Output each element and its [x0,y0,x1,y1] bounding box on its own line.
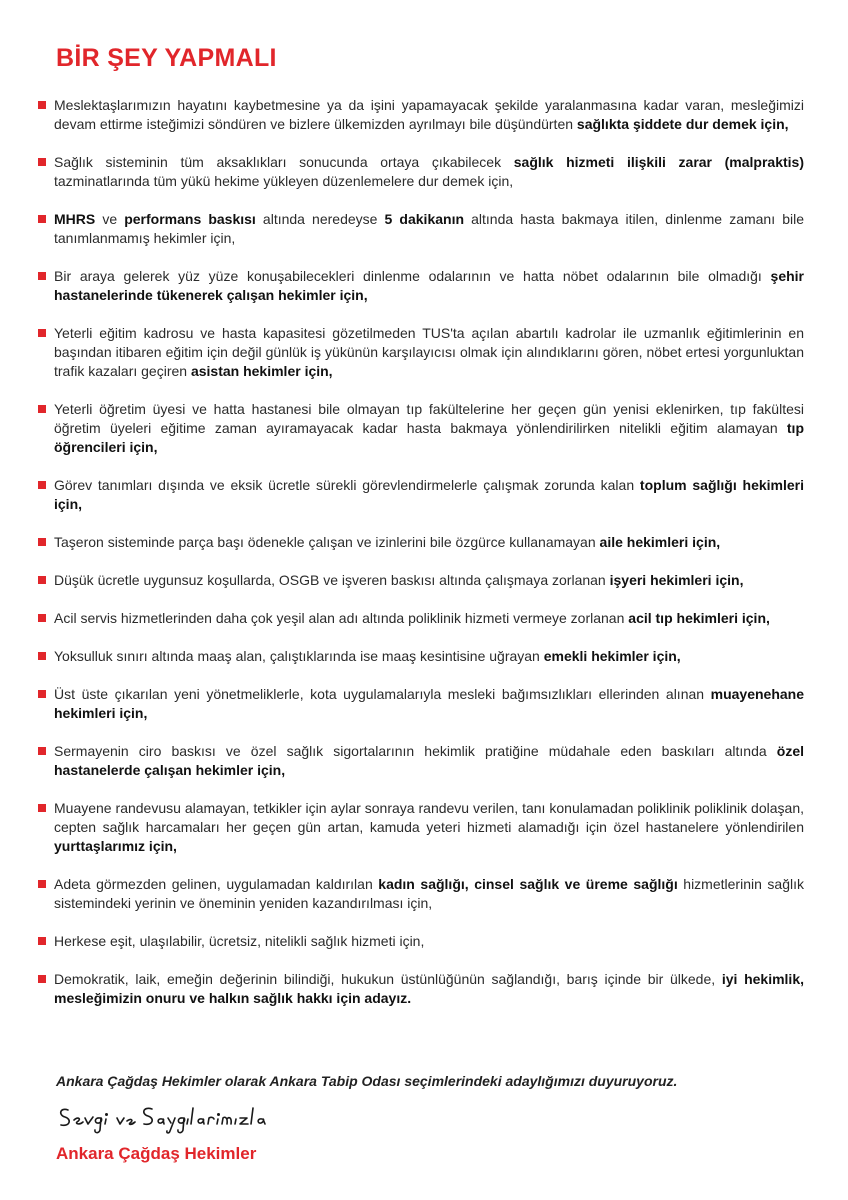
list-item [38,685,804,723]
emphasized-text: aile hekimleri için, [599,534,721,550]
list-item-text [54,685,804,723]
list-item-text [54,324,804,381]
list-item-text [54,932,804,951]
body-text: Sermayenin ciro baskısı ve özel sağlık sigortalarının hekimlik pratiğine müdahale eden baskıları altında [54,743,777,759]
list-item [38,153,804,191]
list-item [38,400,804,457]
emphasized-text: muayenehane hekimleri için, [54,686,804,721]
body-text: altında hasta bakmaya itilen, dinlenme zamanı bile tanımlanmamış hekimler için, [54,211,804,246]
body-text: Yeterli eğitim kadrosu ve hasta kapasitesi gözetilmeden TUS'ta açılan abartılı kadrolar ile uzmanlık eğitimlerinin en başından itibaren eğitim için değil günlük iş yükünün karşılayıcısı olmak için alındıklarını gören, nöbet ertesi yorgunluktan trafik kazaları geçiren [54,325,804,379]
closing-statement: Ankara Çağdaş Hekimler olarak Ankara Tabip Odası seçimlerindeki adaylığımızı duyuruyoruz. [56,1073,678,1089]
bullet-square-icon [38,272,46,280]
emphasized-text: MHRS [54,211,96,227]
list-item [38,609,804,628]
list-item-text [54,267,804,305]
emphasized-text: performans baskısı [124,211,256,227]
bullet-square-icon [38,937,46,945]
list-item [38,571,804,590]
emphasized-text: tıp öğrencileri için, [54,420,804,455]
bullet-square-icon [38,880,46,888]
list-item-text [54,875,804,913]
list-item [38,476,804,514]
list-item-text [54,476,804,514]
demands-list [38,96,804,1027]
body-text: Görev tanımları dışında ve eksik ücretle sürekli görevlendirmelerle çalışmak zorunda kalan [54,477,640,493]
page-title: BİR ŞEY YAPMALI [56,44,277,72]
list-item-text [54,970,804,1008]
bullet-square-icon [38,158,46,166]
list-item-text [54,571,804,590]
body-text: Acil servis hizmetlerinden daha çok yeşil alan adı altında poliklinik hizmeti vermeye zorlanan [54,610,629,626]
list-item-text [54,400,804,457]
bullet-square-icon [38,652,46,660]
bullet-square-icon [38,804,46,812]
list-item [38,742,804,780]
body-text: Bir araya gelerek yüz yüze konuşabilecekleri dinlenme odalarının ve hatta nöbet odalarının bile olmadığı [54,268,771,284]
body-text: Düşük ücretle uygunsuz koşullarda, OSGB ve işveren baskısı altında çalışmaya zorlanan [54,572,610,588]
body-text: Üst üste çıkarılan yeni yönetmeliklerle, kota uygulamalarıyla mesleki bağımsızlıkları ellerinden alınan [54,686,711,702]
emphasized-text: işyeri hekimleri için, [609,572,744,588]
list-item-text [54,96,804,134]
emphasized-text: kadın sağlığı, cinsel sağlık ve üreme sağlığı [378,876,678,892]
list-item [38,875,804,913]
bullet-square-icon [38,747,46,755]
bullet-square-icon [38,576,46,584]
emphasized-text: 5 dakikanın [384,211,465,227]
emphasized-text: asistan hekimler için, [190,363,333,379]
emphasized-text: şehir hastanelerinde tükenerek çalışan hekimler için, [54,268,804,303]
list-item [38,799,804,856]
organization-name: Ankara Çağdaş Hekimler [56,1144,257,1163]
list-item [38,96,804,134]
body-text: Herkese eşit, ulaşılabilir, ücretsiz, nitelikli sağlık hizmeti için, [54,933,425,949]
list-item [38,533,804,552]
body-text: Demokratik, laik, emeğin değerinin bilindiği, hukukun üstünlüğünün sağlandığı, barış içinde bir ülkede, [54,971,722,987]
list-item [38,932,804,951]
list-item-text [54,210,804,248]
handwritten-signature [54,1098,284,1138]
list-item [38,267,804,305]
emphasized-text: özel hastanelerde çalışan hekimler için, [54,743,804,778]
body-text: altında neredeyse [255,211,385,227]
body-text: Yoksulluk sınırı altında maaş alan, çalıştıklarında ise maaş kesintisine uğrayan [54,648,544,664]
emphasized-text: iyi hekimlik, mesleğimizin onuru ve halkın sağlık hakkı için adayız. [54,971,804,1006]
body-text: ve [95,211,125,227]
list-item [38,970,804,1008]
bullet-square-icon [38,329,46,337]
bullet-square-icon [38,101,46,109]
list-item-text [54,799,804,856]
list-item-text [54,533,804,552]
body-text: Yeterli öğretim üyesi ve hatta hastanesi bile olmayan tıp fakültelerine her geçen gün yenisi eklenirken, tıp fakültesi öğretim üyeleri eğitime zaman ayıramayacak kadar hasta bakmaya yönlendirilirken nitelikli eğitim alamayan [54,401,804,436]
list-item-text [54,609,804,628]
body-text: Meslektaşlarımızın hayatını kaybetmesine ya da işini yapamayacak şekilde yaralanmasına kadar varan, mesleğimizi devam ettirme isteğimizi söndüren ve bizlere ülkemizden ayrılmayı bile düşündürten [54,97,804,132]
bullet-square-icon [38,690,46,698]
bullet-square-icon [38,975,46,983]
list-item-text [54,153,804,191]
body-text: hizmetlerinin sağlık sistemindeki yerinin ve öneminin yeniden kazandırılması için, [54,876,804,911]
list-item [38,647,804,666]
list-item-text [54,647,804,666]
list-item-text [54,742,804,780]
emphasized-text: sağlıkta şiddete dur demek için, [576,116,789,132]
emphasized-text: emekli hekimler için, [543,648,681,664]
body-text: Taşeron sisteminde parça başı ödenekle çalışan ve izinlerini bile özgürce kullanamayan [54,534,600,550]
bullet-square-icon [38,614,46,622]
list-item [38,210,804,248]
body-text: Sağlık sisteminin tüm aksaklıkları sonucunda ortaya çıkabilecek [54,154,514,170]
emphasized-text: acil tıp hekimleri için, [628,610,770,626]
bullet-square-icon [38,481,46,489]
emphasized-text: sağlık hizmeti ilişkili zarar (malpraktis) [513,154,805,170]
bullet-square-icon [38,405,46,413]
bullet-square-icon [38,538,46,546]
bullet-square-icon [38,215,46,223]
body-text: Muayene randevusu alamayan, tetkikler için aylar sonraya randevu verilen, tanı konulamadan poliklinik poliklinik dolaşan, cepten sağlık harcamaları her geçen gün artan, kamuda yeteri hizmeti alamadığı için özel hastanelere yönlendirilen [54,800,804,835]
emphasized-text: yurttaşlarımız için, [54,838,177,854]
emphasized-text: toplum sağlığı hekimleri için, [54,477,804,512]
body-text: Adeta görmezden gelinen, uygulamadan kaldırılan [54,876,379,892]
body-text: tazminatlarında tüm yükü hekime yükleyen düzenlemelere dur demek için, [54,173,514,189]
list-item [38,324,804,381]
